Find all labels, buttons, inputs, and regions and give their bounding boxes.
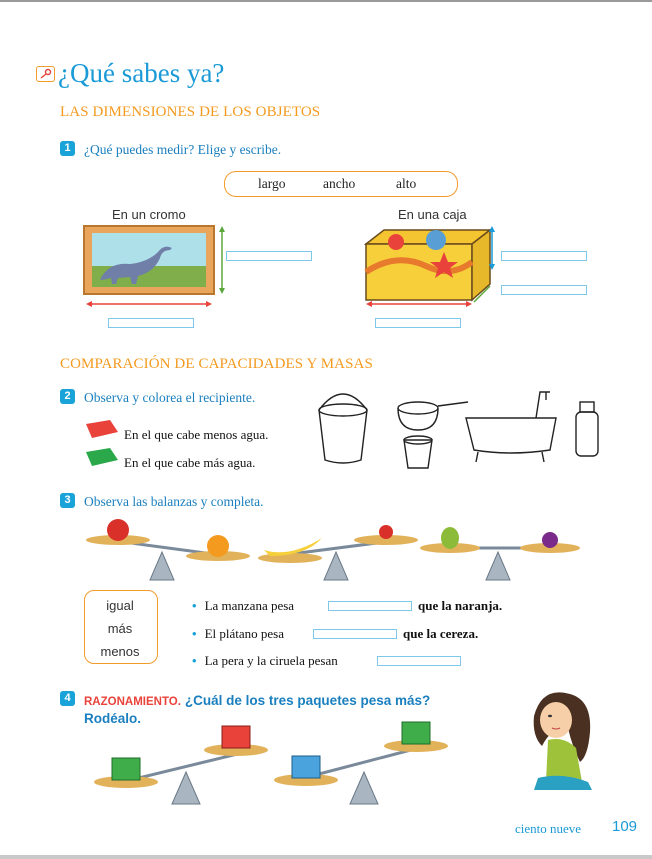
bullet-icon: • <box>192 626 197 641</box>
girl-illustration <box>512 686 606 798</box>
answer-ex3-3[interactable] <box>377 656 461 666</box>
line1-end: que la naranja. <box>418 598 503 613</box>
page-top-border <box>0 0 652 2</box>
packages-balances-illustration <box>86 720 486 810</box>
answer-ex3-2[interactable] <box>313 629 397 639</box>
reasoning-tag: RAZONAMIENTO. <box>84 696 181 708</box>
key-icon <box>36 66 55 82</box>
line2-end: que la cereza. <box>403 626 479 641</box>
toy-box-illustration <box>356 222 496 314</box>
option-menos: menos <box>100 644 140 659</box>
word-ancho: ancho <box>323 176 356 191</box>
exercise-3-question: Observa las balanzas y completa. <box>84 494 264 509</box>
red-pencil-icon <box>84 418 120 440</box>
page-title: ¿Qué sabes ya? <box>58 58 225 88</box>
word-alto: alto <box>396 176 417 191</box>
containers-illustration <box>310 384 610 474</box>
answer-box-length[interactable] <box>375 318 461 328</box>
ex3-line-3 <box>192 653 338 669</box>
page-bottom-border <box>0 855 652 859</box>
answer-card-length[interactable] <box>108 318 194 328</box>
balances-illustration <box>80 508 585 582</box>
exercise-4-text: ¿Cuál de los tres paquetes pesa más? <box>184 693 431 708</box>
exercise-1-question: ¿Qué puedes medir? Elige y escribe. <box>84 142 282 157</box>
exercise-number-1: 1 <box>60 141 75 156</box>
exercise-number-4: 4 <box>60 691 75 706</box>
label-card: En un cromo <box>112 207 186 222</box>
page-number-words: ciento nueve <box>515 821 582 836</box>
option-mas: más <box>107 621 133 636</box>
line2-start: El plátano pesa <box>204 626 284 641</box>
bullet-icon: • <box>192 598 197 613</box>
ex2-more-water: En el que cabe más agua. <box>124 455 256 470</box>
line2-end-text: que la cereza <box>403 626 475 641</box>
ex3-line-2 <box>192 626 284 642</box>
exercise-4-question <box>84 692 430 710</box>
bullet-icon: • <box>192 653 197 668</box>
line1-end-text: que la naranja <box>418 598 499 613</box>
exercise-number-2: 2 <box>60 389 75 404</box>
line3-start: La pera y la ciruela pesan <box>204 653 338 668</box>
label-box: En una caja <box>398 207 467 222</box>
answer-box-width[interactable] <box>501 285 587 295</box>
green-pencil-icon <box>84 446 120 468</box>
ex3-line-1 <box>192 598 294 614</box>
section-heading-capacities: COMPARACIÓN DE CAPACIDADES Y MASAS <box>60 356 373 372</box>
line1-start: La manzana pesa <box>204 598 295 613</box>
exercise-number-3: 3 <box>60 493 75 508</box>
answer-card-height[interactable] <box>226 251 312 261</box>
ex2-less-water: En el que cabe menos agua. <box>124 427 269 442</box>
exercise-2-question: Observa y colorea el recipiente. <box>84 390 256 405</box>
exercise-4-instruction: Rodéalo. <box>84 711 142 726</box>
answer-box-height[interactable] <box>501 251 587 261</box>
option-igual: igual <box>106 598 134 613</box>
section-heading-dimensions: LAS DIMENSIONES DE LOS OBJETOS <box>60 104 321 120</box>
dinosaur-card-illustration <box>78 222 238 314</box>
word-largo: largo <box>258 176 286 191</box>
answer-ex3-1[interactable] <box>328 601 412 611</box>
page-number: 109 <box>612 818 638 835</box>
